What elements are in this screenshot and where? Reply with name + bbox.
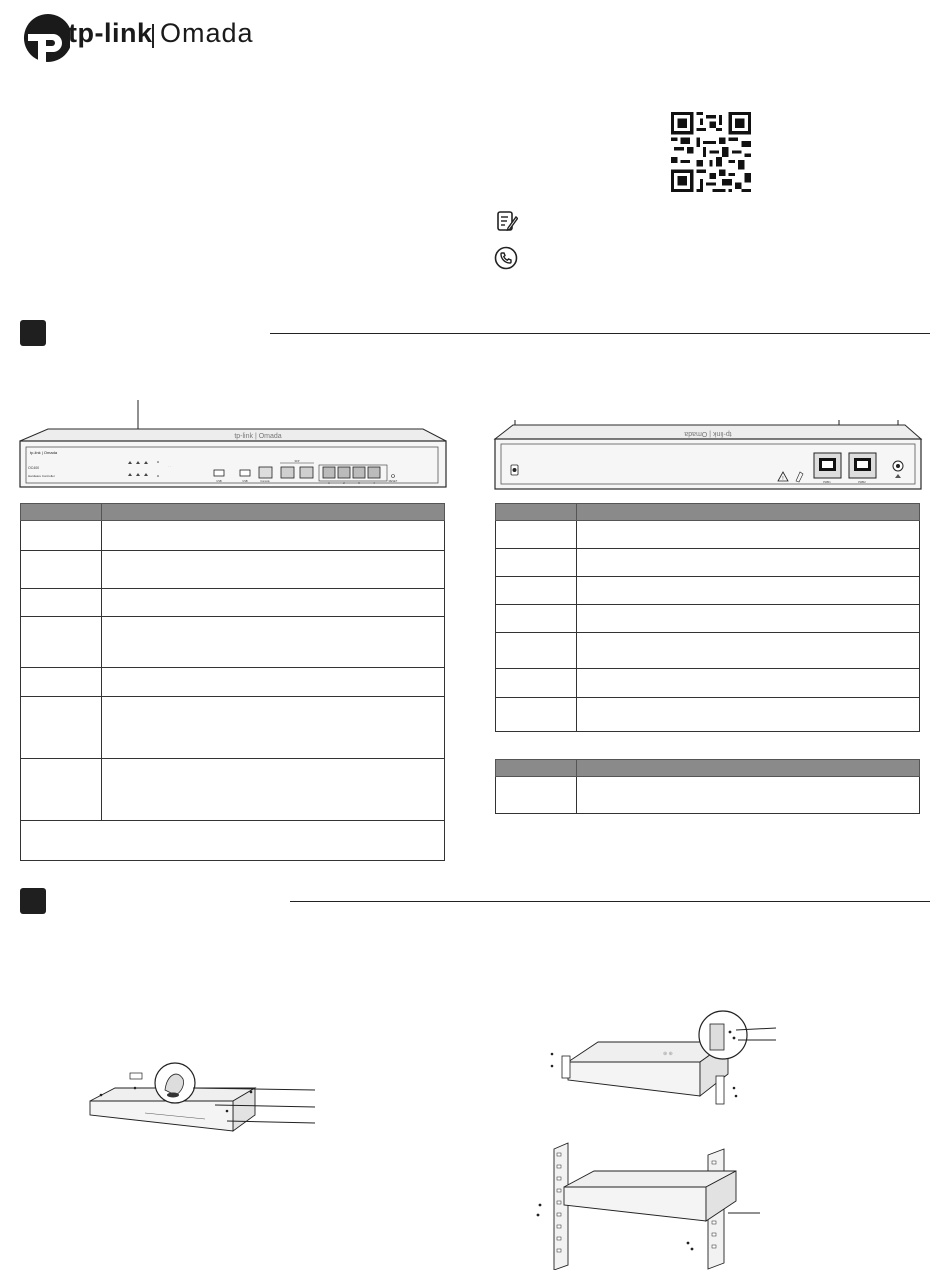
ethernet-port-4 xyxy=(368,467,380,478)
table-row xyxy=(21,697,445,759)
rear-lid-brand: tp-link | Omada xyxy=(684,430,732,437)
svg-text:3: 3 xyxy=(358,482,360,485)
front-model-label: OC400 xyxy=(28,466,40,470)
table-row xyxy=(21,521,445,551)
front-lid-brand: tp-link | Omada xyxy=(234,433,282,440)
rear-panel-illustration xyxy=(493,415,928,497)
table-row xyxy=(21,589,445,617)
svg-text:· ·: · · xyxy=(168,464,171,468)
section-1-rule xyxy=(270,333,930,334)
table-row xyxy=(496,605,920,633)
table-row xyxy=(21,668,445,697)
qr-code xyxy=(671,112,751,192)
usb-port-2 xyxy=(240,470,250,476)
svg-text:USB: USB xyxy=(242,480,248,483)
section-1-marker xyxy=(20,320,46,346)
ethernet-port-2 xyxy=(338,467,350,478)
ethernet-port-1 xyxy=(323,467,335,478)
svg-text:PWR1: PWR1 xyxy=(823,481,831,484)
ground-terminal-icon xyxy=(511,465,518,475)
svg-text:RESET: RESET xyxy=(388,480,398,483)
section-2-rule xyxy=(290,901,930,902)
rear-table2-header-2 xyxy=(577,760,920,777)
front-table-header-1 xyxy=(21,504,102,521)
rear-panel-table xyxy=(495,503,920,732)
table-footnote-row xyxy=(21,821,445,861)
table-row xyxy=(496,521,920,549)
table-row xyxy=(496,633,920,669)
front-table-header-2 xyxy=(102,504,445,521)
svg-text:1: 1 xyxy=(328,482,330,485)
table-row xyxy=(496,549,920,577)
left-bracket xyxy=(562,1056,570,1078)
table-row xyxy=(496,777,920,814)
svg-text:2: 2 xyxy=(343,482,345,485)
svg-text:PWR2: PWR2 xyxy=(858,481,866,484)
table-row xyxy=(21,617,445,668)
svg-text:USB: USB xyxy=(216,480,222,483)
sfp-port-2 xyxy=(300,467,313,478)
table-row xyxy=(496,577,920,605)
sfp-port-1 xyxy=(281,467,294,478)
right-bracket xyxy=(716,1076,724,1104)
svg-text:SFP: SFP xyxy=(294,460,300,463)
console-port xyxy=(259,467,272,478)
product-line-name: Omada xyxy=(160,18,254,48)
section-2-marker xyxy=(20,888,46,914)
rack-bracket-illustration xyxy=(538,1010,783,1110)
svg-text:4: 4 xyxy=(373,482,375,485)
rear-table2-header-1 xyxy=(496,760,577,777)
rear-table-header-2 xyxy=(577,504,920,521)
tp-link-logo-mark xyxy=(20,12,70,66)
rack-mount-illustration xyxy=(528,1135,778,1270)
front-panel-table xyxy=(20,503,445,861)
front-panel-brand: tp-link | Omada xyxy=(30,450,58,455)
table-row xyxy=(21,759,445,821)
table-row xyxy=(496,698,920,732)
rear-panel-table-2 xyxy=(495,759,920,814)
table-row xyxy=(21,551,445,589)
phone-icon xyxy=(494,246,518,270)
rear-table-header-1 xyxy=(496,504,577,521)
usb-port-1 xyxy=(214,470,224,476)
svg-text:Console: Console xyxy=(260,480,270,483)
logo-divider xyxy=(152,24,154,48)
front-subtitle-label: Hardware Controller xyxy=(28,474,55,478)
svg-text:!: ! xyxy=(782,476,784,482)
front-panel-illustration xyxy=(18,395,448,495)
desktop-install-illustration xyxy=(85,1055,325,1150)
ethernet-port-3 xyxy=(353,467,365,478)
notepad-pen-icon xyxy=(496,209,518,233)
svg-text:⊕ ⊕: ⊕ ⊕ xyxy=(663,1051,673,1057)
brand-name: tp-link xyxy=(68,18,153,48)
table-row xyxy=(496,669,920,698)
